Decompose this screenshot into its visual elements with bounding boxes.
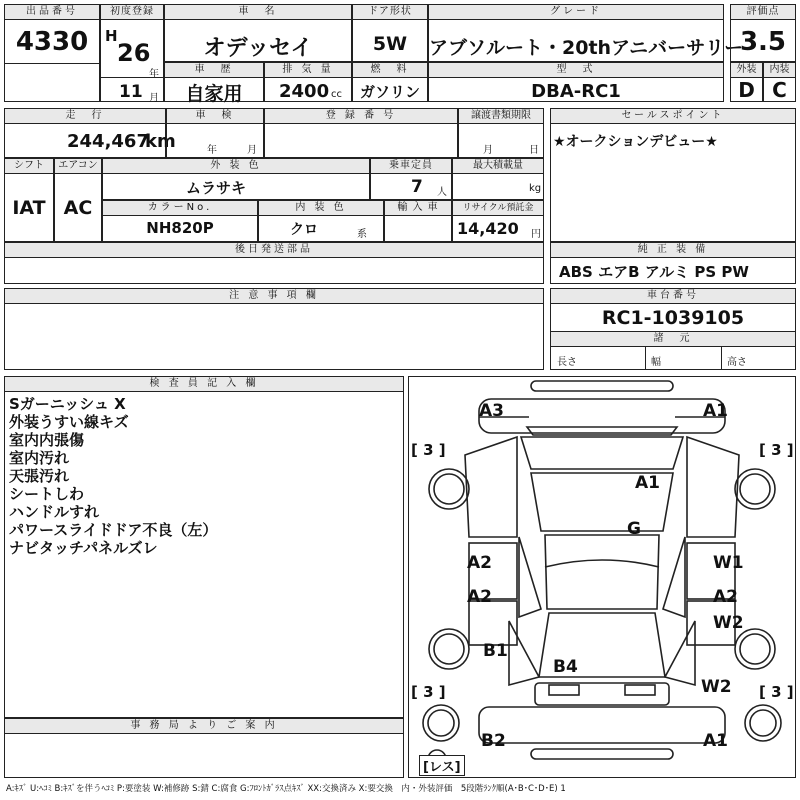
model-label: 型 式 — [429, 63, 723, 78]
mileage-box — [4, 108, 176, 158]
transfer-box — [458, 108, 544, 158]
grade-box — [428, 4, 744, 62]
width-label: 幅 — [651, 357, 661, 368]
ac-box — [54, 158, 102, 242]
caution-box — [4, 288, 544, 370]
note-line: 室内内張傷 — [9, 431, 85, 449]
shift: IAT — [12, 197, 46, 219]
lot-number-label: 出品番号 — [5, 5, 99, 20]
note-line: パワースライドドア不良（左） — [9, 521, 218, 539]
sales-point-label: セールスポイント — [551, 109, 795, 124]
damage-roof-rear: B4 — [553, 657, 578, 677]
registration-box — [264, 108, 458, 158]
mileage-unit: km — [145, 131, 176, 152]
capacity-label: 乗車定員 — [371, 159, 451, 174]
interior-color-label: 内 装 色 — [259, 201, 383, 216]
interior-color: クロ — [290, 222, 318, 238]
damage-right-rear-door-2: W2 — [713, 613, 744, 633]
damage-front-right: A1 — [703, 401, 728, 421]
displacement: 2400 — [279, 81, 330, 102]
capacity-unit: 人 — [437, 187, 447, 198]
color-label: 外 装 色 — [103, 159, 369, 174]
tire-rear-left-value: 3 — [423, 683, 434, 701]
displacement-unit: cc — [331, 89, 342, 100]
note-line: 天張汚れ — [9, 467, 70, 485]
recycle-box — [452, 200, 544, 242]
history: 自家用 — [185, 83, 243, 105]
note-line: シートしわ — [9, 485, 85, 503]
fuel: ガソリン — [359, 83, 420, 101]
month: 11 — [119, 82, 143, 102]
score-label: 評価点 — [731, 5, 795, 20]
score-box — [730, 4, 796, 62]
office-box — [4, 718, 404, 778]
car-outline — [409, 377, 795, 777]
door-type: 5W — [372, 33, 408, 55]
spare-tire: [レス] — [419, 755, 465, 776]
model-box — [428, 62, 724, 102]
spare-tire-value: レス — [428, 760, 455, 775]
tire-rear-right-value: 3 — [771, 683, 782, 701]
import-label: 輸 入 車 — [385, 201, 451, 216]
load-unit: kg — [529, 183, 542, 194]
year: 26 — [117, 39, 151, 67]
inspection-month-unit: 月 — [247, 145, 257, 156]
interior-label: 内装 — [764, 63, 795, 78]
ac-label: エアコン — [55, 159, 101, 174]
equipment: ABS エアB アルミ PS PW — [559, 263, 749, 281]
chassis-label: 車台番号 — [551, 289, 795, 304]
exterior-label: 外装 — [731, 63, 762, 78]
interior-color-box — [258, 200, 384, 242]
damage-glass: G — [627, 519, 641, 539]
sales-point-box — [550, 108, 796, 242]
damage-left-quarter: B1 — [483, 641, 508, 661]
mileage: 244,467 — [67, 131, 149, 152]
tire-front-left-value: 3 — [423, 441, 434, 459]
inspector-label: 検 査 員 記 入 欄 — [5, 377, 403, 392]
capacity: 7 — [411, 177, 423, 197]
damage-hood: A1 — [635, 473, 660, 493]
damage-right-front-door: W1 — [713, 553, 744, 573]
color-no-box — [102, 200, 258, 242]
height-label: 高さ — [727, 357, 747, 368]
recycle-label: リサイクル預託金 — [453, 201, 543, 216]
first-reg-label: 初度登録 — [101, 5, 163, 20]
load-label: 最大積載量 — [453, 159, 543, 174]
import-box — [384, 200, 452, 242]
car-name: オデッセイ — [203, 36, 313, 61]
color: ムラサキ — [185, 179, 246, 197]
displacement-label: 排 気 量 — [265, 63, 351, 78]
era: H — [105, 27, 118, 45]
sales-point: ★オークションデビュー★ — [553, 134, 718, 150]
car-name-box — [164, 4, 352, 62]
tire-front-right: [ 3 ] — [759, 441, 794, 459]
mileage-label: 走 行 — [5, 109, 165, 124]
shift-label: シフト — [5, 159, 53, 174]
damage-left-rear-door: A2 — [467, 587, 492, 607]
transfer-month-unit: 月 — [483, 145, 493, 156]
color-box — [102, 158, 370, 200]
year-unit: 年 — [149, 69, 159, 80]
damage-right-quarter: W2 — [701, 677, 732, 697]
note-line: Sガーニッシュ X — [9, 395, 126, 413]
tire-front-right-value: 3 — [771, 441, 782, 459]
length-label: 長さ — [557, 357, 577, 368]
registration-label: 登 録 番 号 — [265, 109, 457, 124]
note-line: 室内汚れ — [9, 449, 70, 467]
caution-label: 注 意 事 項 欄 — [5, 289, 543, 304]
history-box — [164, 62, 264, 105]
tire-front-left: [ 3 ] — [411, 441, 446, 459]
interior-color-unit: 系 — [357, 229, 367, 240]
shift-box — [4, 158, 54, 242]
transfer-day-unit: 日 — [529, 145, 539, 156]
tire-rear-left: [ 3 ] — [411, 683, 446, 701]
displacement-box — [264, 62, 352, 102]
inspection-box — [166, 108, 264, 158]
parts-label: 後日発送部品 — [5, 243, 543, 258]
capacity-box — [370, 158, 452, 200]
interior-grade: C — [772, 78, 787, 102]
history-label: 車 歴 — [165, 63, 263, 78]
color-no-label: カラーNo. — [103, 201, 257, 216]
tire-rear-right: [ 3 ] — [759, 683, 794, 701]
inspection-year-unit: 年 — [207, 145, 217, 156]
damage-rear-left: B2 — [481, 731, 506, 751]
transfer-label: 譲渡書類期限 — [459, 109, 543, 124]
car-diagram — [408, 376, 796, 778]
note-line: ハンドルすれ — [9, 503, 100, 521]
office-label: 事 務 局 よ り ご 案 内 — [5, 719, 403, 734]
load-box — [452, 158, 544, 200]
inspector-notes — [9, 395, 217, 557]
color-no: NH820P — [146, 219, 214, 237]
score: 3.5 — [739, 27, 787, 57]
lot-number: 4330 — [15, 27, 89, 57]
recycle-unit: 円 — [531, 229, 541, 240]
interior-grade-box — [763, 62, 796, 102]
legend: A:ｷｽﾞ U:ﾍｺﾐ B:ｷｽﾞを伴うﾍｺﾐ P:要塗装 W:補修跡 S:錆 C:腐食 G:ﾌﾛﾝﾄｶﾞﾗｽ点ｷｽﾞ XX:交換済み X:要交換 内・外装評価 5段階ﾗﾝｸ順(A･B･C･D･E) 1 — [6, 784, 566, 794]
equipment-label: 純 正 装 備 — [551, 243, 795, 258]
damage-rear-right: A1 — [703, 731, 728, 751]
damage-left-front-door: A2 — [467, 553, 492, 573]
dims-label: 諸 元 — [551, 331, 795, 347]
car-name-label: 車 名 — [165, 5, 351, 20]
damage-right-rear-door: A2 — [713, 587, 738, 607]
model: DBA-RC1 — [531, 81, 621, 102]
fuel-box — [352, 62, 428, 102]
door-label: ドア形状 — [353, 5, 427, 20]
fuel-label: 燃 料 — [353, 63, 427, 78]
lot-number-box — [4, 4, 100, 102]
note-line: ナビタッチパネルズレ — [9, 539, 158, 557]
ac: AC — [63, 197, 93, 219]
door-box — [352, 4, 428, 62]
chassis-number: RC1-1039105 — [601, 307, 745, 329]
note-line: 外装うすい線キズ — [9, 413, 129, 431]
chassis-box — [550, 288, 796, 370]
exterior-grade-box — [730, 62, 763, 102]
first-registration-box — [100, 4, 164, 102]
damage-front-left: A3 — [479, 401, 504, 421]
inspector-box — [4, 376, 404, 718]
parts-box — [4, 242, 544, 284]
month-unit: 月 — [149, 93, 159, 104]
recycle: 14,420 — [457, 219, 519, 238]
grade: アブソルート・20thアニバーサリー — [429, 37, 744, 59]
inspection-label: 車 検 — [167, 109, 263, 124]
equipment-box — [550, 242, 796, 284]
exterior-grade: D — [738, 78, 755, 102]
grade-label: グレード — [429, 5, 723, 20]
